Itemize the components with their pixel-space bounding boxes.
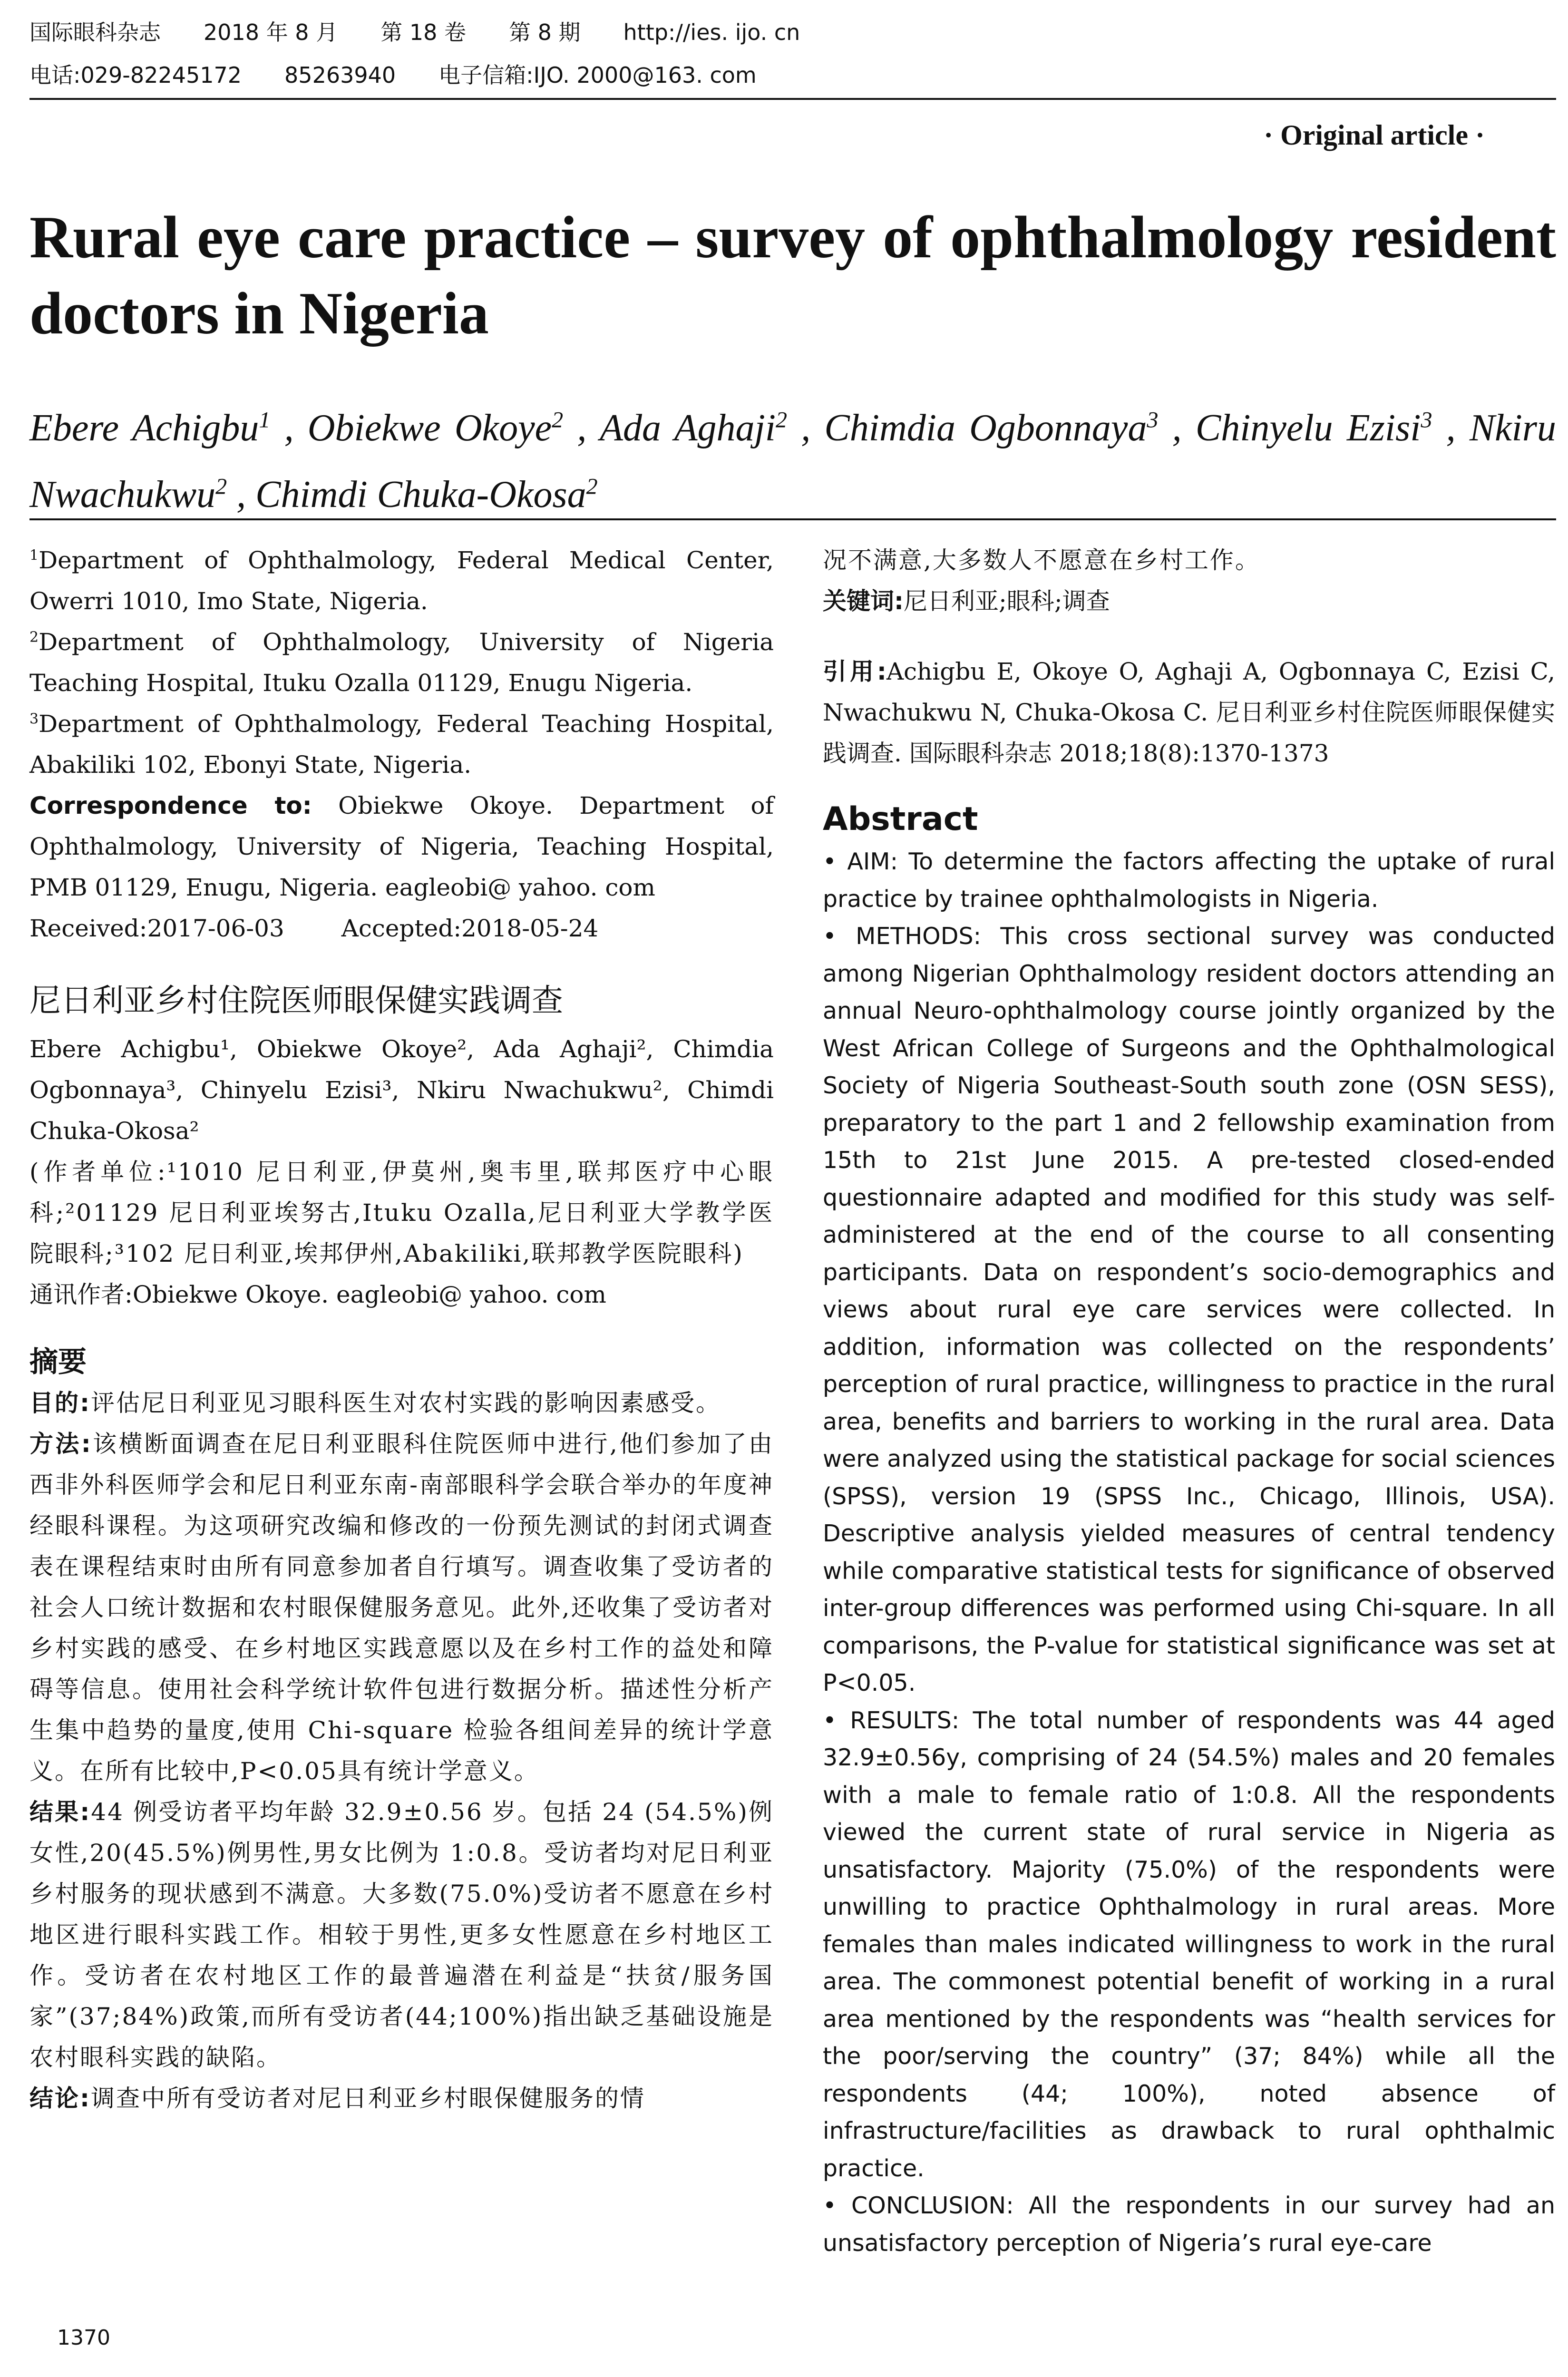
section-text: 评估尼日利亚见习眼科医生对农村实践的影响因素感受。 xyxy=(91,1389,721,1417)
chinese-title: 尼日利亚乡村住院医师眼保健实践调查 xyxy=(29,982,563,1019)
citation-text: Achigbu E, Okoye O, Aghaji A, Ogbonnaya C, Ezisi C, Nwachukwu N, Chuka-Okosa C. 尼日利亚乡村住院医师眼保健实践调查. 国际眼科杂志 2018;18(8):1370-1373 xyxy=(823,658,1556,767)
journal-url[interactable]: http://ies. ijo. cn xyxy=(623,19,800,45)
author-affiliation-mark: 1 xyxy=(259,407,271,433)
section-label: • AIM: xyxy=(823,848,909,875)
section-label: • METHODS: xyxy=(823,923,1001,950)
issue-date: 2018 年 8 月 xyxy=(204,19,338,45)
chinese-affiliations: (作者单位:¹1010 尼日利亚,伊莫州,奥韦里,联邦医疗中心眼科;²01129 尼日利亚埃努古,Ituku Ozalla,尼日利亚大学教学医院眼科;³102 尼日利亚,埃邦伊州,Abakiliki,联邦教学医院眼科) xyxy=(29,1158,774,1267)
phone: 电话:029-82245172 xyxy=(29,62,242,88)
correspondence-label: Correspondence to: xyxy=(29,792,312,819)
author-affiliation-mark: 2 xyxy=(776,407,788,433)
accepted-date: Accepted:2018-05-24 xyxy=(341,915,599,942)
journal-header-line-2 xyxy=(29,62,799,88)
journal-name: 国际眼科杂志 xyxy=(29,19,161,45)
issue-number: 第 8 期 xyxy=(508,19,581,45)
keywords xyxy=(823,581,1555,622)
author-affiliation-mark: 2 xyxy=(586,474,598,499)
affiliation-text: Department of Ophthalmology, Federal Medical Center, Owerri 1010, Imo State, Nigeria. xyxy=(29,546,774,615)
affiliation-text: Department of Ophthalmology, Federal Teaching Hospital, Abakiliki 102, Ebonyi State, Nigeria. xyxy=(29,710,774,779)
journal-email[interactable]: 电子信箱:IJO. 2000@163. com xyxy=(438,62,757,88)
chinese-abstract-section xyxy=(29,1383,774,1423)
keywords-text: 尼日利亚;眼科;调查 xyxy=(904,587,1110,615)
chinese-abstract xyxy=(29,1383,774,2119)
section-label: • RESULTS: xyxy=(823,1706,973,1734)
author-affiliation-mark: 2 xyxy=(552,407,564,433)
page-number: 1370 xyxy=(57,2326,110,2350)
received-date: Received:2017-06-03 xyxy=(29,915,284,942)
english-abstract xyxy=(823,843,1555,2262)
affiliation xyxy=(29,703,774,785)
phone-2: 85263940 xyxy=(284,62,396,88)
author-affiliation-mark: 3 xyxy=(1421,407,1432,433)
volume: 第 18 卷 xyxy=(380,19,466,45)
section-text: To determine the factors affecting the uptake of rural practice by trainee ophthalmologists in Nigeria. xyxy=(823,848,1556,913)
citation xyxy=(823,651,1555,774)
chinese-abstract-section xyxy=(29,1792,774,2078)
abstract-section xyxy=(823,1702,1555,2188)
chinese-correspondence: 通讯作者:Obiekwe Okoye. eagleobi@ yahoo. com xyxy=(29,1281,606,1308)
header-rule xyxy=(29,98,1556,100)
chinese-author-list: Ebere Achigbu¹, Obiekwe Okoye², Ada Aghaji², Chimdia Ogbonnaya³, Chinyelu Ezisi³, Nkiru Nwachukwu², Chimdi Chuka-Okosa² xyxy=(29,1035,774,1145)
section-label: • CONCLUSION: xyxy=(823,2192,1029,2219)
author-name: Chinyelu Ezisi xyxy=(1195,407,1421,449)
section-text: This cross sectional survey was conducted among Nigerian Ophthalmology resident doctors attending an annual Neuro-ophthalmology course jointly organized by the West African College of Surgeons and the Ophthalmological Society of Nigeria Southeast-South south zone (OSN SESS), preparatory to the part 1 and 2 fellowship examination from 15th to 21st June 2015. A pre-tested closed-ended questionnaire adapted and modified for this study was self-administered at the end of the course to all consenting participants. Data on respondent’s socio-demographics and views about rural eye care services were collected. In addition, information was collected on the respondents’ perception of rural practice, willingness to practice in the rural area, benefits and barriers to working in the rural area. Data were analyzed using the statistical package for social sciences (SPSS), version 19 (SPSS Inc., Chicago, Illinois, USA). Descriptive analysis yielded measures of central tendency while comparative statistical tests for significance of observed inter-group differences was performed using Chi-square. In all comparisons, the P-value for statistical significance was set at P<0.05. xyxy=(823,923,1555,1696)
chinese-abstract-section xyxy=(29,2078,774,2119)
author-list: Ebere Achigbu$^1$ , Obiekwe Okoye$^2$ , Ada Aghaji$^2$ , Chimdia Ogbonnaya$^3$ , Chinyelu Ezisi$^3$ , Nkiru Nwachukwu$^2$ , Chimdi Chuka-Okosa$^2$ xyxy=(29,407,1557,516)
section-label: 方法: xyxy=(29,1430,92,1458)
correspondence-text: Obiekwe Okoye. Department of Ophthalmology, University of Nigeria, Teaching Hospital, PMB 01129, Enugu, Nigeria. eagleobi@ yahoo. com xyxy=(29,792,774,901)
author-name: Ebere Achigbu xyxy=(29,407,259,449)
citation-label: 引用: xyxy=(823,658,886,685)
affiliation xyxy=(29,622,774,703)
chinese-abstract-heading: 摘要 xyxy=(29,1345,87,1379)
article-title: Rural eye care practice – survey of ophthalmology resident doctors in Nigeria xyxy=(29,205,1556,347)
dates xyxy=(29,908,774,949)
section-text: 调查中所有受访者对尼日利亚乡村眼保健服务的情 xyxy=(91,2085,645,2112)
author-name: Ada Aghaji xyxy=(600,407,776,449)
affiliation-mark: 1 xyxy=(29,547,39,564)
section-label: 结果: xyxy=(29,1798,91,1826)
abstract-section xyxy=(823,843,1555,918)
affiliations xyxy=(29,540,774,785)
author-name: Chimdia Ogbonnaya xyxy=(824,407,1147,449)
title-block-rule xyxy=(29,518,1556,520)
abstract-section xyxy=(823,2187,1555,2262)
article-type: · Original article · xyxy=(1264,119,1485,151)
left-column xyxy=(29,540,774,2119)
right-column xyxy=(823,540,1555,2262)
author-name: Obiekwe Okoye xyxy=(307,407,552,449)
section-text: 44 例受访者平均年龄 32.9±0.56 岁。包括 24 (54.5%)例女性,20(45.5%)例男性,男女比例为 1:0.8。受访者均对尼日利亚乡村服务的现状感到不满意。大多数(75.0%)受访者不愿意在乡村地区进行眼科实践工作。相较于男性,更多女性愿意在乡村地区工作。受访者在农村地区工作的最普遍潜在利益是“扶贫/服务国家”(37;84%)政策,而所有受访者(44;100%)指出缺乏基础设施是农村眼科实践的缺陷。 xyxy=(29,1798,774,2071)
section-text: The total number of respondents was 44 aged 32.9±0.56y, comprising of 24 (54.5%) males and 20 females with a male to female ratio of 1:0.8. All the respondents viewed the current state of rural service in Nigeria as unsatisfactory. Majority (75.0%) of the respondents were unwilling to practice Ophthalmology in rural areas. More females than males indicated willingness to work in the rural area. The commonest potential benefit of working in a rural area mentioned by the respondents was “health services for the poor/serving the country” (37; 84%) while all the respondents (44; 100%), noted absence of infrastructure/facilities as drawback to rural ophthalmic practice. xyxy=(823,1706,1556,2182)
author-affiliation-mark: 2 xyxy=(215,474,227,499)
affiliation-mark: 3 xyxy=(29,711,39,728)
section-label: 结论: xyxy=(29,2085,91,2112)
section-label: 目的: xyxy=(29,1389,91,1417)
journal-header-line-1 xyxy=(29,19,843,46)
keywords-label: 关键词: xyxy=(823,587,904,615)
correspondence xyxy=(29,785,774,908)
author-name: Chimdi Chuka-Okosa xyxy=(255,474,586,516)
author-affiliation-mark: 3 xyxy=(1147,407,1159,433)
section-text: All the respondents in our survey had an unsatisfactory perception of Nigeria’s rural eye-care xyxy=(823,2192,1555,2257)
affiliation xyxy=(29,540,774,622)
affiliation-mark: 2 xyxy=(29,629,39,646)
abstract-section xyxy=(823,918,1555,1702)
section-text: 该横断面调查在尼日利亚眼科住院医师中进行,他们参加了由西非外科医师学会和尼日利亚东南-南部眼科学会联合举办的年度神经眼科课程。为这项研究改编和修改的一份预先测试的封闭式调查表在课程结束时由所有同意参加者自行填写。调查收集了受访者的社会人口统计数据和农村眼保健服务意见。此外,还收集了受访者对乡村实践的感受、在乡村地区实践意愿以及在乡村工作的益处和障碍等信息。使用社会科学统计软件包进行数据分析。描述性分析产生集中趋势的量度,使用 Chi-square 检验各组间差异的统计学意义。在所有比较中,P<0.05具有统计学意义。 xyxy=(29,1430,774,1785)
affiliation-text: Department of Ophthalmology, University of Nigeria Teaching Hospital, Ituku Ozalla 01129, Enugu Nigeria. xyxy=(29,628,774,697)
abstract-heading: Abstract xyxy=(823,800,978,838)
chinese-abstract-section xyxy=(29,1423,774,1792)
chinese-conclusion-continued: 况不满意,大多数人不愿意在乡村工作。 xyxy=(823,546,1260,574)
author-name: Nkiru Nwachukwu xyxy=(29,407,1557,516)
